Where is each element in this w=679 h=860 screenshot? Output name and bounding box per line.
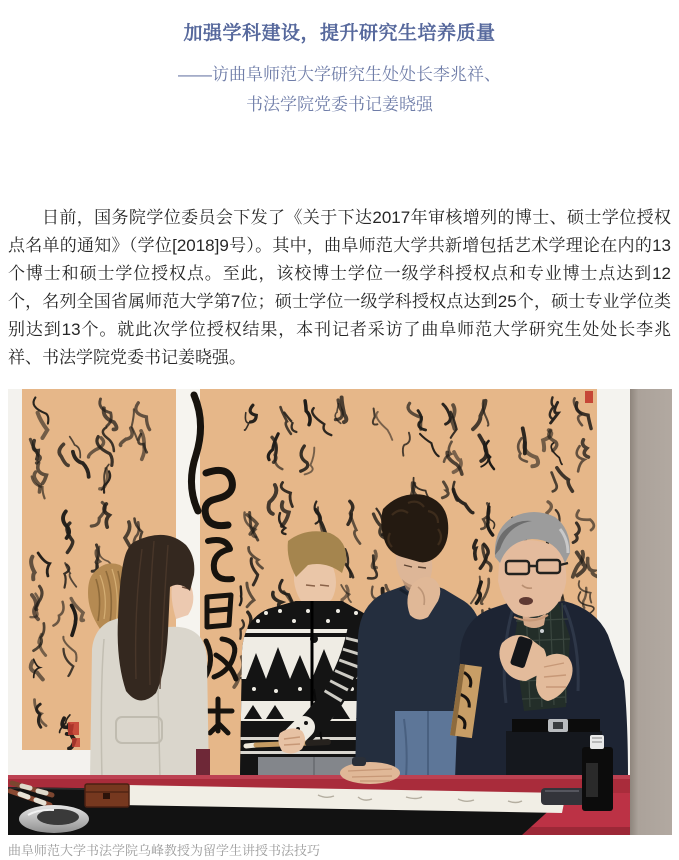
subtitle-line-2: 书法学院党委书记姜晓强 — [246, 95, 433, 114]
professor-mouth — [519, 597, 533, 605]
person-woman — [88, 535, 210, 779]
seal-box — [85, 784, 129, 807]
subtitle-line-1: ——访曲阜师范大学研究生处处长李兆祥、 — [178, 65, 501, 84]
article-page — [0, 22, 679, 860]
article-subtitle — [0, 60, 679, 120]
photo-caption: 曲阜师范大学书法学院乌峰教授为留学生讲授书法技巧 — [8, 843, 321, 858]
ink-dish — [19, 805, 89, 833]
table — [8, 775, 630, 835]
article-photo[interactable] — [8, 389, 672, 835]
article-title: 加强学科建设，提升研究生培养质量 — [183, 23, 496, 44]
wall-pillar — [630, 389, 672, 835]
article-paragraph: 日前，国务院学位委员会下发了《关于下达2017年审核增列的博士、硕士学位授权点名单的通知》（学位[2018]9号）。其中，曲阜师范大学共新增包括艺术学理论在内的13个博士和硕士学位授权点。至此，该校博士学位一级学科授权点和专业博士点达到12个，名列全国省属师范大学第7位；硕士学位一级学科授权点达到25个，硕士专业学位类别达到13个。就此次学位授权结果，本刊记者采访了曲阜师范大学研究生处处长李兆祥、书法学院党委书记姜晓强。 — [8, 208, 671, 367]
